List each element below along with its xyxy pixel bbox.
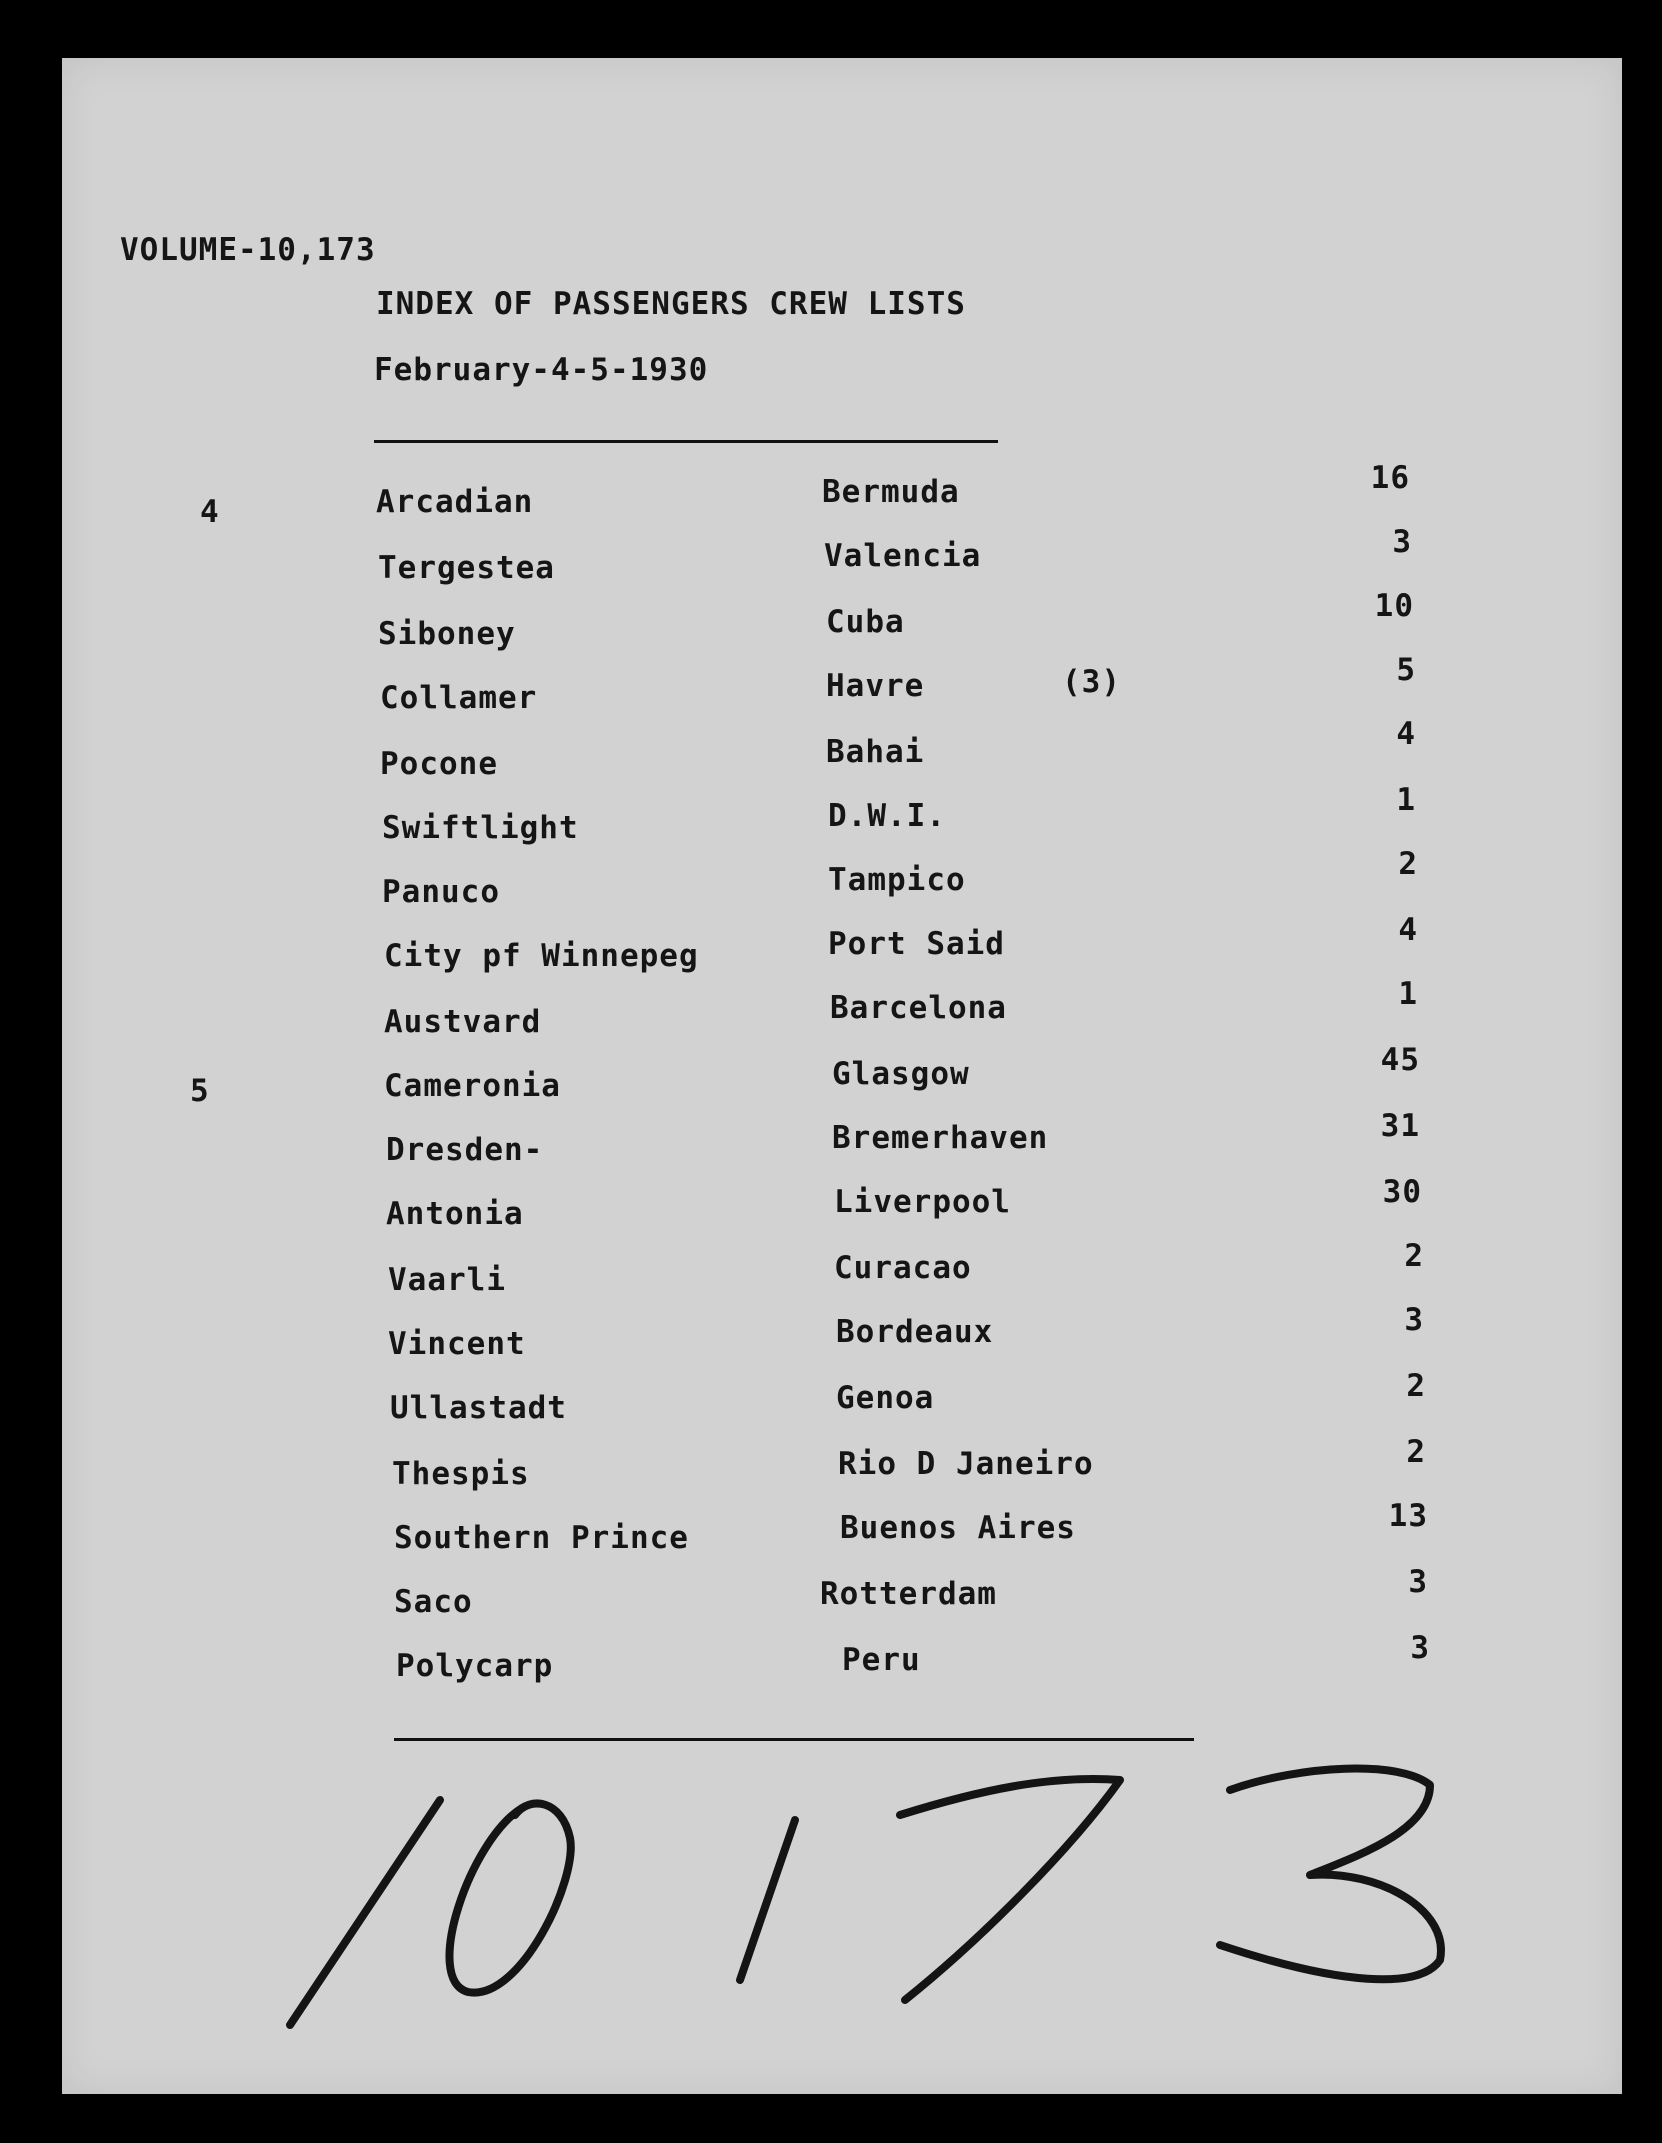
digit-one-stroke <box>290 1800 440 2025</box>
ship-name: Collamer <box>380 680 538 716</box>
port-name: Barcelona <box>830 990 1007 1026</box>
port-name: Bahai <box>826 734 925 770</box>
port-name: Rotterdam <box>820 1576 997 1612</box>
document-date: February-4-5-1930 <box>374 352 709 388</box>
volume-label: VOLUME-10,173 <box>120 232 376 268</box>
crew-count: 1 <box>1396 782 1416 818</box>
port-name: Valencia <box>824 538 982 574</box>
crew-count: 1 <box>1398 976 1418 1012</box>
crew-count: 4 <box>1396 716 1416 752</box>
ship-name: Dresden- <box>386 1132 544 1168</box>
port-name: D.W.I. <box>828 798 946 834</box>
port-note: (3) <box>1062 664 1121 700</box>
crew-count: 2 <box>1406 1434 1426 1470</box>
port-name: Buenos Aires <box>840 1510 1076 1546</box>
port-name: Bremerhaven <box>832 1120 1049 1156</box>
port-name: Port Said <box>828 926 1005 962</box>
crew-count: 30 <box>1382 1174 1422 1210</box>
digit-one-stroke-2 <box>740 1820 795 1980</box>
crew-count: 31 <box>1380 1108 1420 1144</box>
port-name: Peru <box>842 1642 921 1678</box>
digit-three-stroke <box>1220 1769 1441 1980</box>
ship-name: Antonia <box>386 1196 524 1232</box>
crew-count: 16 <box>1370 460 1410 496</box>
ship-name: Vaarli <box>388 1262 506 1298</box>
ship-name: Saco <box>394 1584 473 1620</box>
group-label: 5 <box>190 1073 210 1109</box>
crew-count: 3 <box>1408 1564 1428 1600</box>
group-label: 4 <box>200 494 220 530</box>
port-name: Genoa <box>836 1380 935 1416</box>
crew-count: 3 <box>1392 524 1412 560</box>
crew-count: 5 <box>1396 652 1416 688</box>
crew-count: 3 <box>1410 1630 1430 1666</box>
ship-name: Austvard <box>384 1004 542 1040</box>
ship-name: Cameronia <box>384 1068 561 1104</box>
document-title: INDEX OF PASSENGERS CREW LISTS <box>376 286 966 322</box>
crew-count: 2 <box>1404 1238 1424 1274</box>
crew-count: 10 <box>1374 588 1414 624</box>
digit-seven-stroke <box>900 1779 1120 2000</box>
crew-count: 3 <box>1404 1302 1424 1338</box>
ship-name: Thespis <box>392 1456 530 1492</box>
ship-name: Southern Prince <box>394 1520 689 1556</box>
port-name: Havre <box>826 668 925 704</box>
crew-count: 2 <box>1406 1368 1426 1404</box>
port-name: Bordeaux <box>836 1314 994 1350</box>
ship-name: Arcadian <box>376 484 534 520</box>
port-name: Curacao <box>834 1250 972 1286</box>
crew-count: 45 <box>1380 1042 1420 1078</box>
ship-name: Tergestea <box>378 550 555 586</box>
port-name: Cuba <box>826 604 905 640</box>
ship-name: Pocone <box>380 746 498 782</box>
ship-name: Panuco <box>382 874 500 910</box>
port-name: Bermuda <box>822 474 960 510</box>
ship-name: Vincent <box>388 1326 526 1362</box>
header-rule <box>374 440 998 443</box>
crew-count: 13 <box>1388 1498 1428 1534</box>
port-name: Rio D Janeiro <box>838 1446 1094 1482</box>
ship-name: City pf Winnepeg <box>384 938 699 974</box>
port-name: Glasgow <box>832 1056 970 1092</box>
crew-count: 4 <box>1398 912 1418 948</box>
ship-name: Swiftlight <box>382 810 579 846</box>
ship-name: Polycarp <box>396 1648 554 1684</box>
crew-count: 2 <box>1398 846 1418 882</box>
ship-name: Siboney <box>378 616 516 652</box>
handwritten-number <box>200 1680 1520 2060</box>
port-name: Liverpool <box>834 1184 1011 1220</box>
digit-zero-stroke <box>449 1803 570 1992</box>
port-name: Tampico <box>828 862 966 898</box>
ship-name: Ullastadt <box>390 1390 567 1426</box>
